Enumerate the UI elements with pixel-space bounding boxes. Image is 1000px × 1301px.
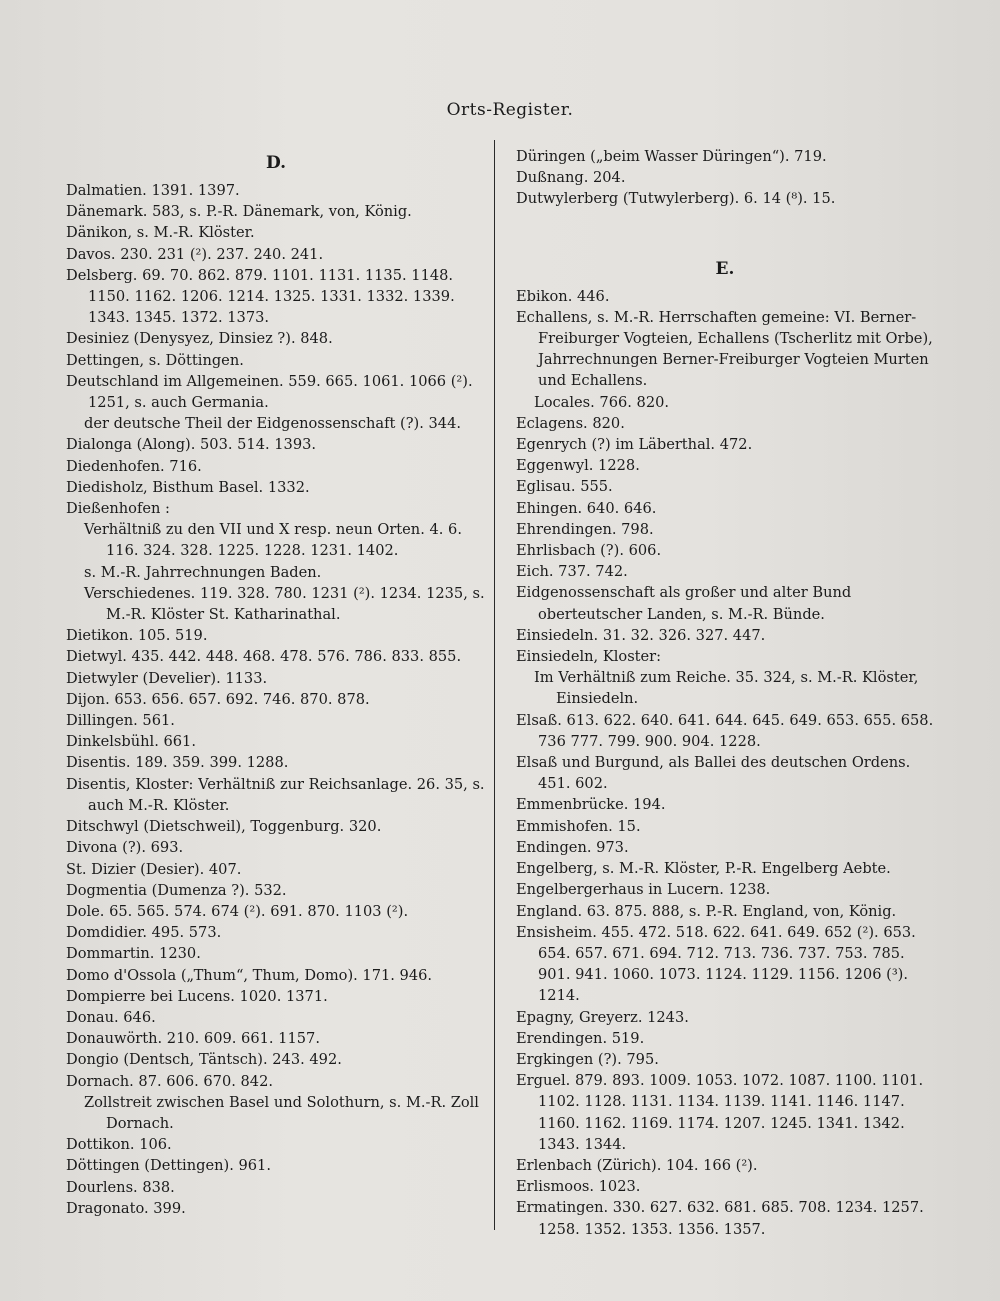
index-entry: Döttingen (Dettingen). 961. (66, 1157, 271, 1175)
index-entry: Engelberg, s. M.-R. Klöster, P.-R. Engelberg Aebte. (516, 860, 891, 878)
index-entry: Einsiedeln, Kloster: (516, 648, 662, 666)
index-entry: Erlismoos. 1023. (516, 1178, 641, 1196)
index-entry: Deutschland im Allgemeinen. 559. 665. 1061. 1066 (²). 1251, s. auch Germania. (66, 372, 473, 412)
page-header: Orts-Register. (446, 100, 574, 120)
index-subentry: der deutsche Theil der Eidgenossenschaft (?). 344. (84, 415, 462, 433)
index-entry: Düringen („beim Wasser Düringen“). 719. (516, 148, 827, 165)
index-entry: St. Dizier (Desier). 407. (66, 860, 242, 878)
index-entry: Eich. 737. 742. (516, 563, 628, 581)
index-entry: Dietwyl. 435. 442. 448. 468. 478. 576. 786. 833. 855. (66, 648, 462, 666)
index-entry: Delsberg. 69. 70. 862. 879. 1101. 1131. 1135. 1148. 1150. 1162. 1206. 1214. 1325. 1331. 1332. 1339. 1343. 1345. 1372. 1373. (66, 266, 455, 327)
index-entry: Dillingen. 561. (66, 712, 175, 730)
index-entry: Dragonato. 399. (66, 1199, 186, 1217)
index-entry: Dourlens. 838. (66, 1178, 175, 1196)
index-entry: Erlenbach (Zürich). 104. 166 (²). (516, 1156, 758, 1174)
index-entry: Domo d'Ossola („Thum“, Thum, Domo). 171. 946. (66, 966, 433, 984)
index-entry: Elsaß und Burgund, als Ballei des deutschen Ordens. 451. 602. (516, 754, 911, 793)
index-entry: Davos. 230. 231 (²). 237. 240. 241. (66, 245, 324, 263)
index-entry: Ditschwyl (Dietschweil), Toggenburg. 320. (66, 818, 382, 836)
index-entry: Dottikon. 106. (66, 1136, 172, 1154)
right-entry-list (516, 286, 934, 1240)
index-entry: Emmenbrücke. 194. (516, 796, 666, 814)
section-letter-d: D. (265, 153, 287, 173)
index-entry: Epagny, Greyerz. 1243. (516, 1008, 689, 1026)
index-entry: Dietikon. 105. 519. (66, 627, 208, 645)
index-entry: Dompierre bei Lucens. 1020. 1371. (66, 987, 328, 1005)
index-entry: Diedisholz, Bisthum Basel. 1332. (66, 478, 310, 496)
index-entry: Engelbergerhaus in Lucern. 1238. (516, 881, 771, 899)
index-entry: Dommartin. 1230. (66, 945, 201, 963)
index-subentry: Verhältniß zu den VII und X resp. neun Orten. 4. 6. 116. 324. 328. 1225. 1228. 1231. 1402. (84, 521, 462, 560)
index-entry: Disentis. 189. 359. 399. 1288. (66, 754, 289, 772)
index-entry: Dettingen, s. Döttingen. (66, 351, 244, 369)
section-letter-e: E. (715, 258, 735, 279)
index-subentry: Im Verhältniß zum Reiche. 35. 324, s. M.-R. Klöster, Einsiedeln. (534, 669, 919, 708)
index-entry: Divona (?). 693. (66, 839, 184, 857)
index-subentry: Verschiedenes. 119. 328. 780. 1231 (²). 1234. 1235, s. M.-R. Klöster St. Katharinathal. (84, 584, 485, 624)
index-entry: Elsaß. 613. 622. 640. 641. 644. 645. 649. 653. 655. 658. 736 777. 799. 900. 904. 1228. (516, 711, 934, 750)
index-entry: Dogmentia (Dumenza ?). 532. (66, 881, 287, 899)
index-entry: Dornach. 87. 606. 670. 842. (66, 1072, 274, 1090)
index-entry: Dietwyler (Develier). 1133. (66, 669, 268, 687)
index-entry: Donau. 646. (66, 1008, 156, 1026)
left-entry-list (66, 180, 486, 1219)
index-entry: Ebikon. 446. (516, 287, 610, 305)
index-entry: Ehingen. 640. 646. (516, 499, 657, 517)
index-entry: Emmishofen. 15. (516, 817, 641, 835)
index-subentry: Zollstreit zwischen Basel und Solothurn, s. M.-R. Zoll Dornach. (84, 1093, 479, 1132)
index-entry: Dijon. 653. 656. 657. 692. 746. 870. 878. (66, 690, 370, 708)
index-entry: Dialonga (Along). 503. 514. 1393. (66, 436, 317, 454)
index-entry: Ehrlisbach (?). 606. (516, 542, 662, 560)
index-entry: England. 63. 875. 888, s. P.-R. England, von, König. (516, 902, 897, 920)
right-continued-entries (516, 146, 934, 210)
index-entry: Erguel. 879. 893. 1009. 1053. 1072. 1087. 1100. 1101. 1102. 1128. 1131. 1134. 1139. 1141. 1146. 1147. 1160. 1162. 1169. 1174. 1207. 1245. 1341. 1342. 1343. 1344. (516, 1072, 924, 1153)
index-entry: Eclagens. 820. (516, 414, 625, 432)
index-entry: Dänemark. 583, s. P.-R. Dänemark, von, König. (66, 203, 412, 221)
index-entry: Dießenhofen : (66, 500, 170, 518)
index-entry: Dußnang. 204. (516, 169, 626, 187)
index-entry: Ehrendingen. 798. (516, 520, 654, 538)
index-entry: Echallens, s. M.-R. Herrschaften gemeine: VI. Berner-Freiburger Vogteien, Echallens (Tscherlitz mit Orbe), Jahrrechnungen Berner-Freiburger Vogteien Murten und Echallens. (516, 308, 933, 390)
index-entry: Egenrych (?) im Läberthal. 472. (516, 436, 753, 454)
right-column (516, 146, 934, 1240)
index-entry: Dutwylerberg (Tutwylerberg). 6. 14 (⁸). 15. (516, 190, 836, 208)
index-entry: Dänikon, s. M.-R. Klöster. (66, 224, 255, 242)
index-entry: Einsiedeln. 31. 32. 326. 327. 447. (516, 626, 766, 644)
index-entry: Disentis, Kloster: Verhältniß zur Reichsanlage. 26. 35, s. auch M.-R. Klöster. (66, 775, 485, 814)
index-entry: Dalmatien. 1391. 1397. (66, 182, 240, 199)
index-entry: Eidgenossenschaft als großer und alter Bund oberteutscher Landen, s. M.-R. Bünde. (516, 584, 852, 623)
index-entry: Dinkelsbühl. 661. (66, 733, 196, 751)
index-entry: Ergkingen (?). 795. (516, 1050, 659, 1068)
index-entry: Eglisau. 555. (516, 478, 613, 496)
index-entry: Donauwörth. 210. 609. 661. 1157. (66, 1030, 320, 1048)
column-divider (494, 140, 495, 1230)
index-entry: Dole. 65. 565. 574. 674 (²). 691. 870. 1103 (²). (66, 902, 409, 920)
index-entry: Dongio (Dentsch, Täntsch). 243. 492. (66, 1051, 342, 1069)
left-column (66, 146, 486, 1219)
index-entry: Erendingen. 519. (516, 1029, 645, 1047)
index-subentry: Locales. 766. 820. (534, 393, 670, 411)
index-subentry: s. M.-R. Jahrrechnungen Baden. (84, 563, 322, 581)
index-entry: Ermatingen. 330. 627. 632. 681. 685. 708. 1234. 1257. 1258. 1352. 1353. 1356. 1357. (516, 1199, 924, 1238)
index-entry: Desiniez (Denysyez, Dinsiez ?). 848. (66, 330, 333, 348)
index-entry: Endingen. 973. (516, 838, 629, 856)
index-entry: Ensisheim. 455. 472. 518. 622. 641. 649. 652 (²). 653. 654. 657. 671. 694. 712. 713. 736. 737. 753. 785. 901. 941. 1060. 1073. 1124. 1129. 1156. 1206 (³). 1214. (516, 923, 916, 1005)
index-entry: Eggenwyl. 1228. (516, 457, 640, 475)
index-entry: Diedenhofen. 716. (66, 457, 202, 475)
index-entry: Domdidier. 495. 573. (66, 924, 222, 942)
